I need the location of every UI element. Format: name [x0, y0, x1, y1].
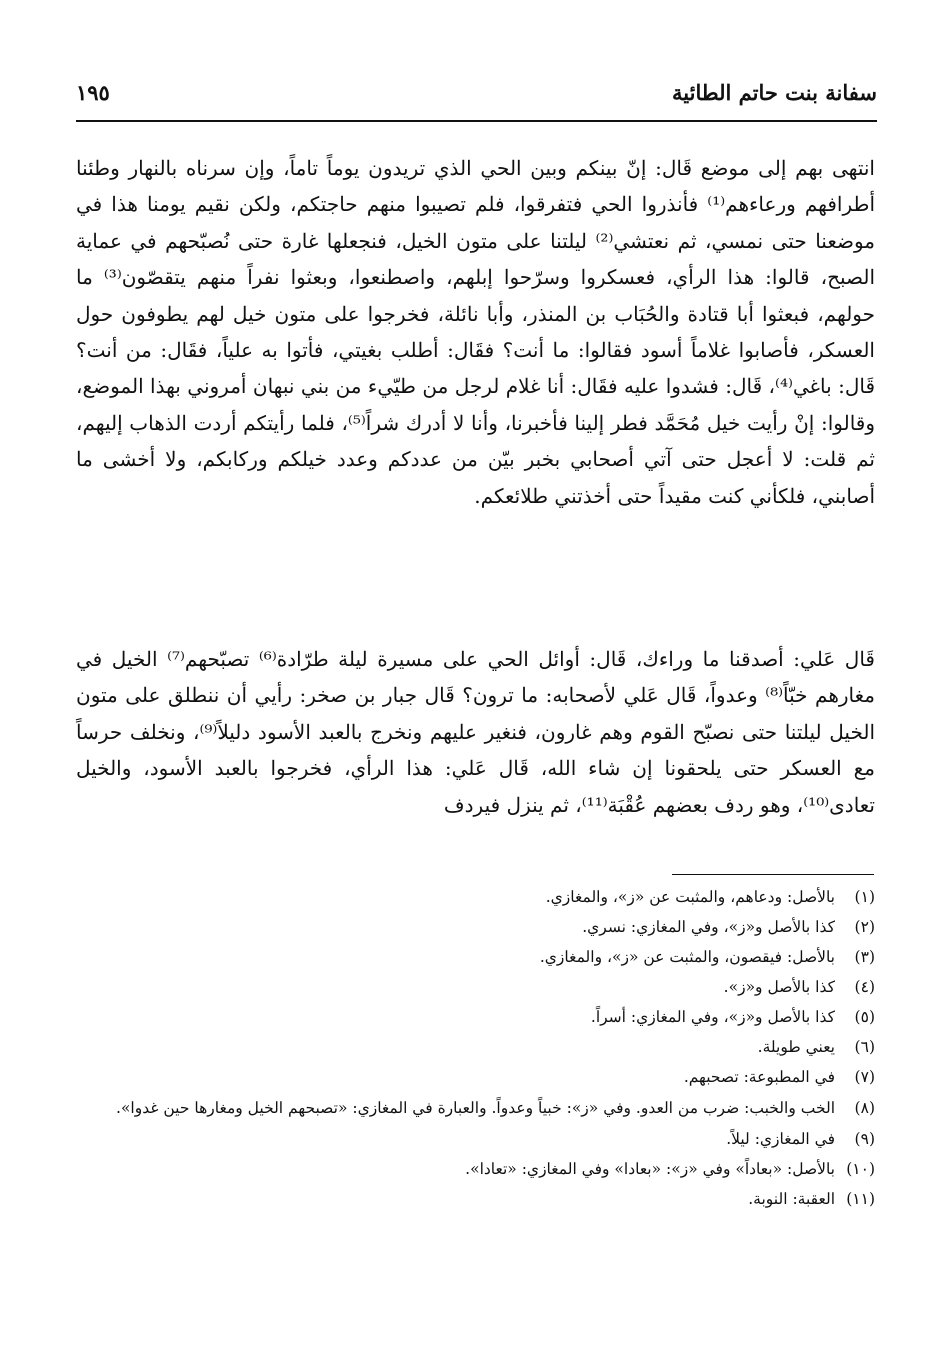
paragraph-text: انتهى بهم إلى موضع قَال: إنّ بينكم وبين الحي الذي تريدون يوماً تاماً، وإن سرناه بالنهار وطئنا أطرافهم ورعاءهم⁽¹⁾ فأنذروا الحي فتفرقوا، فلم تصيبوا منهم حاجتكم، ولكن نقيم يومنا هذا في موضعنا حتى نمسي، ثم نعتشي⁽²⁾ ليلتنا على متون الخيل، فنجعلها غارة حتى نُصبّحهم في عماية الصبح، قالوا: هذا الرأي، فعسكروا وسرّحوا إبلهم، واصطنعوا، وبعثوا نفراً منهم يتقصّون⁽³⁾ ما حولهم، فبعثوا أبا قتادة والحُبَاب بن المنذر، وأبا نائلة، فخرجوا على متون خيل لهم يطوفون حول العسكر، فأصابوا غلاماً أسود فقالوا: ما أنت؟ فقَال: أطلب بغيتي، فأتوا به علياً، فقَال: من أنت؟ قَال: باغي⁽⁴⁾، قَال: فشدوا عليه فقَال: أنا غلام لرجل من طيّيء من بني نبهان أمروني بهذا الموضع، وقالوا: إنْ رأيت خيل مُحَمَّد فطر إلينا فأخبرنا، وأنا لا أدرك شراً⁽⁵⁾، فلما رأيتكم أردت الذهاب إليهم، ثم قلت: لا أعجل حتى آتي أصحابي بخبر بيّن من عددكم وعدد خيلكم وركابكم، ولا أخشى ما أصابني، فلكأني كنت مقيداً حتى أخذتني طلائعكم.: [76, 156, 876, 508]
footnote: [60, 912, 875, 942]
footnote: [60, 1154, 875, 1184]
footnote-number: (١٠): [846, 1160, 875, 1178]
footnote: [60, 942, 875, 972]
footnotes: [60, 882, 875, 1214]
footnote-text: في المطبوعة: تصحبهم.: [683, 1068, 835, 1086]
running-title: سفانة بنت حاتم الطائية: [672, 80, 877, 105]
footnote-text: بالأصل: ودعاهم، والمثبت عن «ز»، والمغازي.: [545, 888, 835, 906]
running-header: [76, 74, 877, 118]
footnote-text: يعني طويلة.: [757, 1038, 835, 1056]
footnote-number: (٦): [854, 1038, 875, 1056]
footnote-number: (٩): [854, 1130, 875, 1148]
footnote: [60, 1124, 875, 1154]
footnote-number: (٧): [854, 1068, 875, 1086]
footnote-number: (٣): [854, 948, 875, 966]
footnote: [60, 1092, 875, 1124]
footnote-number: (٨): [854, 1099, 875, 1117]
footnote-number: (٥): [854, 1008, 875, 1026]
footnote-text: الخب والخبب: ضرب من العدو. وفي «ز»: خبياً وعدواً. والعبارة في المغازي: «تصبحهم الخيل ومغارها حين غدوا».: [116, 1099, 835, 1117]
footnote: [60, 882, 875, 912]
paragraph-text: قَال عَلي: أصدقنا ما وراءك، قَال: أوائل الحي على مسيرة ليلة طرّادة⁽⁶⁾ تصبّحهم⁽⁷⁾ الخيل في مغارهم خبّاً⁽⁸⁾ وعدواً، قَال عَلي لأصحابه: ما ترون؟ قَال جبار بن صخر: رأيي أن ننطلق على متون الخيل ليلتنا حتى نصبّح القوم وهم غارون، فنغير عليهم ونخرج بالعبد الأسود دليلاً⁽⁹⁾، ونخلف حرساً مع العسكر حتى يلحقونا إن شاء الله، قَال عَلي: هذا الرأي، فخرجوا بالعبد الأسود، والخيل تعادى⁽¹⁰⁾، وهو ردف بعضهم عُقْبَة⁽¹¹⁾، ثم ينزل فيردف: [76, 647, 876, 817]
footnote-text: كذا بالأصل و«ز»، وفي المغازي: نسري.: [582, 918, 835, 936]
footnote-number: (١): [854, 888, 875, 906]
footnote-text: كذا بالأصل و«ز»، وفي المغازي: أسراً.: [590, 1008, 835, 1026]
footnote-text: بالأصل: فيقصون، والمثبت عن «ز»، والمغازي.: [539, 948, 835, 966]
footnote-text: كذا بالأصل و«ز».: [723, 978, 835, 996]
footnote-text: في المغازي: ليلاً.: [726, 1130, 835, 1148]
footnote: [60, 972, 875, 1002]
header-rule: [76, 120, 877, 122]
footnote-number: (٤): [854, 978, 875, 996]
footnote-separator: [672, 874, 874, 875]
body-paragraph-1: [76, 150, 875, 514]
footnote-text: بالأصل: «بعاداً» وفي «ز»: «بعادا» وفي المغازي: «تعادا».: [465, 1160, 835, 1178]
footnote: [60, 1184, 875, 1214]
footnote: [60, 1032, 875, 1062]
footnote-number: (١١): [846, 1190, 875, 1208]
footnote-text: العقبة: النوبة.: [748, 1190, 835, 1208]
page-number: ١٩٥: [76, 80, 110, 105]
footnote-number: (٢): [854, 918, 875, 936]
body-paragraph-2: [76, 641, 875, 823]
footnote: [60, 1062, 875, 1092]
footnote: [60, 1002, 875, 1032]
